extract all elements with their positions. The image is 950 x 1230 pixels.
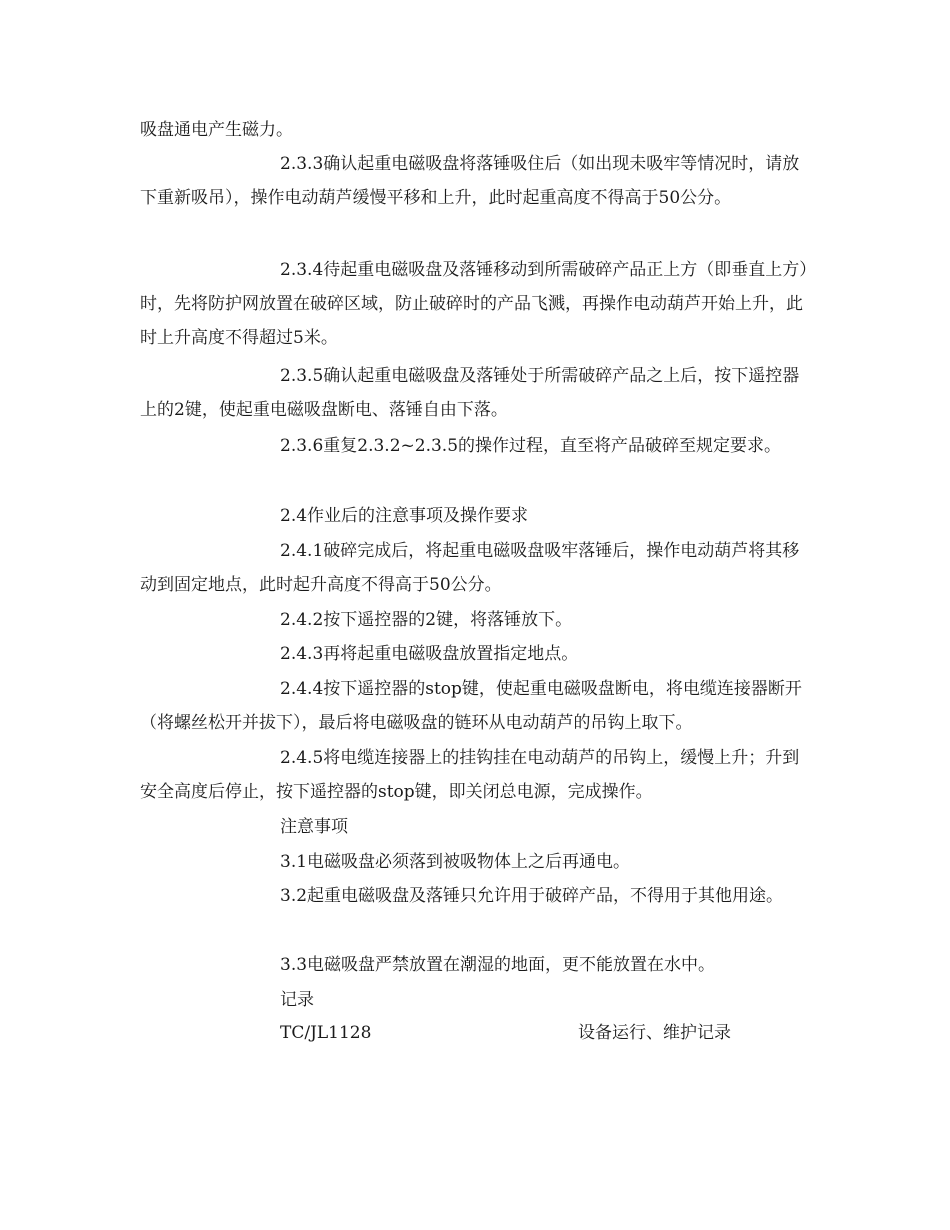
paragraph-2-4-1: 2.4.1破碎完成后，将起重电磁吸盘吸牢落锤后，操作电动葫芦将其移动到固定地点，此时起升高度不得高于50公分。 (140, 541, 800, 595)
paragraph-2-4-4: 2.4.4按下遥控器的stop键，使起重电磁吸盘断电，将电缆连接器断开（将螺丝松开并拔下），最后将电磁吸盘的链环从电动葫芦的吊钩上取下。 (140, 679, 802, 733)
paragraph-2-3-6: 2.3.6重复2.3.2~2.3.5的操作过程，直至将产品破碎至规定要求。 (280, 436, 782, 456)
paragraph-2-4-5: 2.4.5将电缆连接器上的挂钩挂在电动葫芦的吊钩上，缓慢上升；升到安全高度后停止，按下遥控器的stop键，即关闭总电源，完成操作。 (140, 748, 800, 802)
section-heading-record: 记录 (280, 990, 314, 1010)
section-heading-2-4: 2.4作业后的注意事项及操作要求 (280, 506, 529, 526)
section-heading-notes: 注意事项 (280, 817, 348, 837)
paragraph-2-4-3: 2.4.3再将起重电磁吸盘放置指定地点。 (280, 644, 579, 664)
paragraph-2-3-5: 2.3.5确认起重电磁吸盘及落锤处于所需破碎产品之上后，按下遥控器上的2键，使起重电磁吸盘断电、落锤自由下落。 (140, 366, 800, 420)
paragraph-3-3: 3.3电磁吸盘严禁放置在潮湿的地面，更不能放置在水中。 (280, 955, 716, 975)
paragraph-2-3-4: 2.3.4待起重电磁吸盘及落锤移动到所需破碎产品正上方（即垂直上方）时，先将防护网放置在破碎区域，防止破碎时的产品飞溅，再操作电动葫芦开始上升，此时上升高度不得超过5米。 (140, 260, 808, 348)
paragraph-2-4-2: 2.4.2按下遥控器的2键，将落锤放下。 (280, 610, 573, 630)
paragraph-continuation: 吸盘通电产生磁力。 (140, 120, 293, 140)
paragraph-3-1: 3.1电磁吸盘必须落到被吸物体上之后再通电。 (280, 852, 631, 872)
paragraph-3-2: 3.2起重电磁吸盘及落锤只允许用于破碎产品，不得用于其他用途。 (280, 886, 784, 906)
record-code: TC/JL1128 (280, 1023, 372, 1043)
record-title: 设备运行、维护记录 (578, 1023, 731, 1043)
paragraph-2-3-3: 2.3.3确认起重电磁吸盘将落锤吸住后（如出现未吸牢等情况时，请放下重新吸吊），操作电动葫芦缓慢平移和上升，此时起重高度不得高于50公分。 (140, 154, 800, 208)
